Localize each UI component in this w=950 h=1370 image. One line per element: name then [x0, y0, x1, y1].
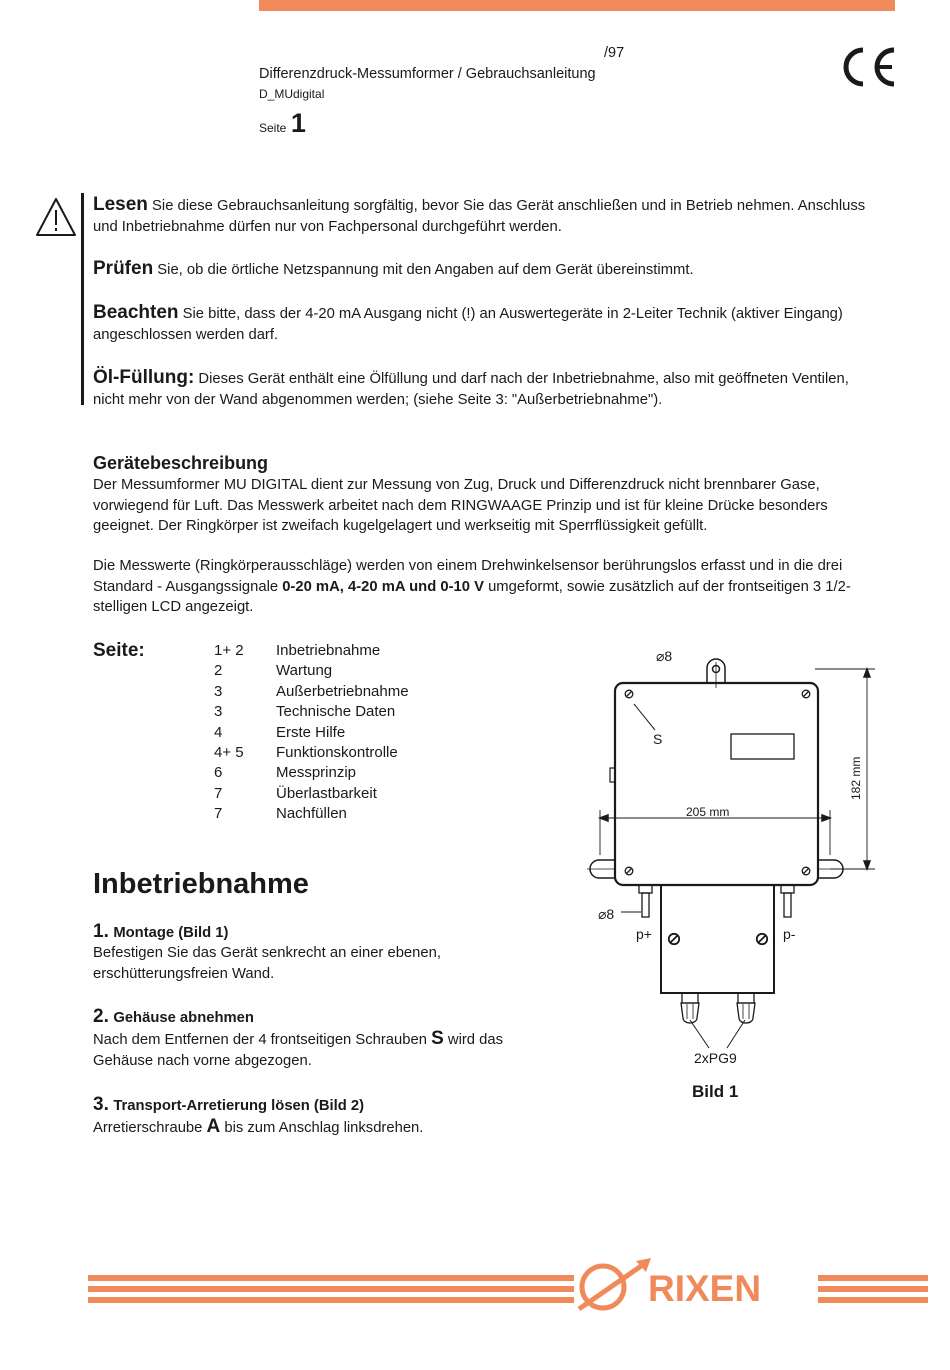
width-dimension-label: 205 mm — [686, 805, 730, 819]
page-number: 1 — [290, 108, 306, 138]
step-title: Montage (Bild 1) — [113, 925, 229, 941]
step-text — [93, 1028, 543, 1072]
page-indicator — [259, 108, 306, 139]
toc-item — [214, 805, 574, 825]
step-3 — [93, 1094, 553, 1139]
toc-label: Seite: — [93, 640, 145, 661]
document-date: /97 — [604, 45, 625, 61]
figure-caption: Bild 1 — [692, 1082, 739, 1101]
toc-item-label: Messprinzip — [276, 764, 357, 782]
screw-s-label: S — [653, 731, 663, 747]
warning-read — [93, 195, 873, 237]
footer-stripe — [818, 1297, 928, 1303]
warning-note — [93, 303, 873, 345]
description-text: umgeformt, sowie zusätzlich auf der frontseitigen 3 1/2-stelligen LCD angezeigt. — [93, 578, 851, 615]
output-signals: 0-20 mA, 4-20 mA und 0-10 V — [282, 578, 484, 595]
screw-letter: S — [431, 1028, 444, 1049]
warning-text: Sie bitte, dass der 4-20 mA Ausgang nicht (!) an Auswertegeräte in 2-Leiter Technik (aktiver Eingang) angeschlossen werden darf. — [93, 306, 843, 343]
warning-keyword: Öl-Füllung: — [93, 367, 195, 388]
description-paragraph-2 — [93, 556, 873, 618]
port-plus-nozzle — [642, 893, 649, 917]
warning-text: Sie, ob die örtliche Netzspannung mit den Angaben auf dem Gerät übereinstimmt. — [153, 262, 694, 278]
toc-item — [214, 744, 574, 764]
toc-item — [214, 724, 574, 744]
warning-check — [93, 259, 873, 281]
screw-icon — [802, 690, 810, 698]
toc-page-number: 3 — [214, 703, 223, 721]
warning-keyword: Beachten — [93, 302, 179, 323]
step-text-part: wird das Gehäuse nach vorne abgezogen. — [93, 1032, 503, 1069]
document-code: D_MUdigital — [259, 87, 325, 101]
toc-item-label: Funktionskontrolle — [276, 744, 398, 761]
footer-stripe — [88, 1275, 574, 1281]
document-title: Differenzdruck-Messumformer / Gebrauchsanleitung — [259, 66, 596, 82]
step-number: 2. — [93, 1006, 109, 1027]
screw-icon — [625, 690, 633, 698]
height-dimension-label: 182 mm — [849, 756, 863, 800]
toc-page-number: 4+ 5 — [214, 744, 244, 761]
toc-item-label: Überlastbarkeit — [276, 784, 377, 802]
port-minus-label: p- — [783, 926, 796, 942]
page-label: Seite — [259, 121, 287, 135]
toc-item — [214, 642, 574, 662]
toc-item — [214, 683, 574, 703]
cable-gland-left — [681, 993, 699, 1023]
toc-page-number: 2 — [214, 662, 223, 680]
step-2 — [93, 1006, 543, 1072]
toc-page-number: 7 — [214, 784, 223, 802]
hole-diameter-top-label: ⌀8 — [656, 648, 673, 664]
step-1 — [93, 921, 553, 984]
step-text-part: Arretierschraube — [93, 1120, 207, 1136]
warning-text: Sie diese Gebrauchsanleitung sorgfältig, bevor Sie das Gerät anschließen und in Betrieb nehmen. Anschluss und Inbetriebnahme dürfen nur von Fachpersonal durchgeführt werden. — [93, 198, 866, 235]
toc-page-number: 3 — [214, 682, 223, 700]
screw-icon — [669, 934, 679, 944]
footer-stripe — [818, 1286, 928, 1292]
toc-item-label: Nachfüllen — [276, 805, 347, 823]
cable-gland-right — [737, 993, 755, 1023]
warning-text: Dieses Gerät enthält eine Ölfüllung und darf nach der Inbetriebnahme, also mit geöffneten Ventilen, nicht mehr von der Wand abgenommen werden; (siehe Seite 3: "Außerbetriebnahme"). — [93, 371, 849, 408]
toc-item-label: Wartung — [276, 662, 333, 680]
cable-glands-label: 2xPG9 — [694, 1050, 737, 1066]
screw-icon — [802, 867, 810, 875]
housing-outline — [615, 683, 818, 885]
toc-item-label: Außerbetriebnahme — [276, 682, 409, 700]
footer-stripe — [88, 1297, 574, 1303]
toc-item-label: Technische Daten — [276, 703, 396, 721]
step-title: Transport-Arretierung lösen (Bild 2) — [113, 1098, 365, 1114]
toc-item-label: Erste Hilfe — [276, 723, 346, 741]
rixen-emblem-icon — [579, 1264, 644, 1309]
toc-item — [214, 785, 574, 805]
brand-name: RIXEN — [648, 1268, 762, 1309]
top-accent-bar — [259, 0, 895, 11]
setup-heading: Inbetriebnahme — [93, 868, 309, 900]
footer-stripe — [818, 1275, 928, 1281]
screw-letter: A — [206, 1116, 221, 1137]
description-text: Die Messwerte (Ringkörperausschläge) werden von einem Drehwinkelsensor berührungslos erfasst und in die drei Standard - Ausgangssignale — [93, 558, 843, 595]
toc-item — [214, 764, 574, 784]
device-drawing — [585, 640, 885, 1110]
step-text-part: Nach dem Entfernen der 4 frontseitigen Schrauben — [93, 1032, 432, 1048]
toc-item — [214, 662, 574, 682]
toc-item-label: Inbetriebnahme — [276, 642, 381, 659]
step-number: 1. — [93, 921, 109, 942]
screw-icon — [625, 867, 633, 875]
footer-logo — [88, 1255, 930, 1317]
step-text — [93, 1116, 553, 1139]
toc-list — [214, 642, 574, 832]
toc-item — [214, 703, 574, 723]
step-title: Gehäuse abnehmen — [113, 1010, 254, 1026]
warning-side-bar — [81, 193, 84, 405]
lcd-display — [731, 734, 794, 759]
port-minus-nozzle — [784, 893, 791, 917]
toc-page-number: 1+ 2 — [214, 642, 244, 659]
warning-triangle-icon — [34, 196, 78, 238]
warning-keyword: Lesen — [93, 194, 148, 215]
step-text: Befestigen Sie das Gerät senkrecht an einer ebenen, erschütterungsfreien Wand. — [93, 945, 441, 982]
step-text-part: bis zum Anschlag linksdrehen. — [220, 1120, 424, 1136]
description-paragraph-1: Der Messumformer MU DIGITAL dient zur Messung von Zug, Druck und Differenzdruck nicht brennbarer Gase, vorwiegend für Luft. Das Messwerk arbeitet nach dem RINGWAAGE Prinzip und ist für kleine Drücke besonders geeignet. Der Ringkörper ist zweifach kugelgelagert und werkseitig mit Sperrflüssigkeit gefüllt. — [93, 477, 828, 534]
warning-keyword: Prüfen — [93, 258, 154, 279]
step-number: 3. — [93, 1094, 109, 1115]
toc-page-number: 7 — [214, 805, 223, 823]
toc-page-number: 4 — [214, 723, 223, 741]
hole-diameter-side-label: ⌀8 — [598, 906, 615, 922]
toc-page-number: 6 — [214, 764, 223, 782]
ce-mark-icon — [836, 46, 898, 88]
screw-icon — [757, 934, 767, 944]
description-heading: Gerätebeschreibung — [93, 453, 269, 473]
warning-oil — [93, 368, 873, 410]
footer-stripe — [88, 1286, 574, 1292]
port-plus-label: p+ — [636, 926, 652, 942]
